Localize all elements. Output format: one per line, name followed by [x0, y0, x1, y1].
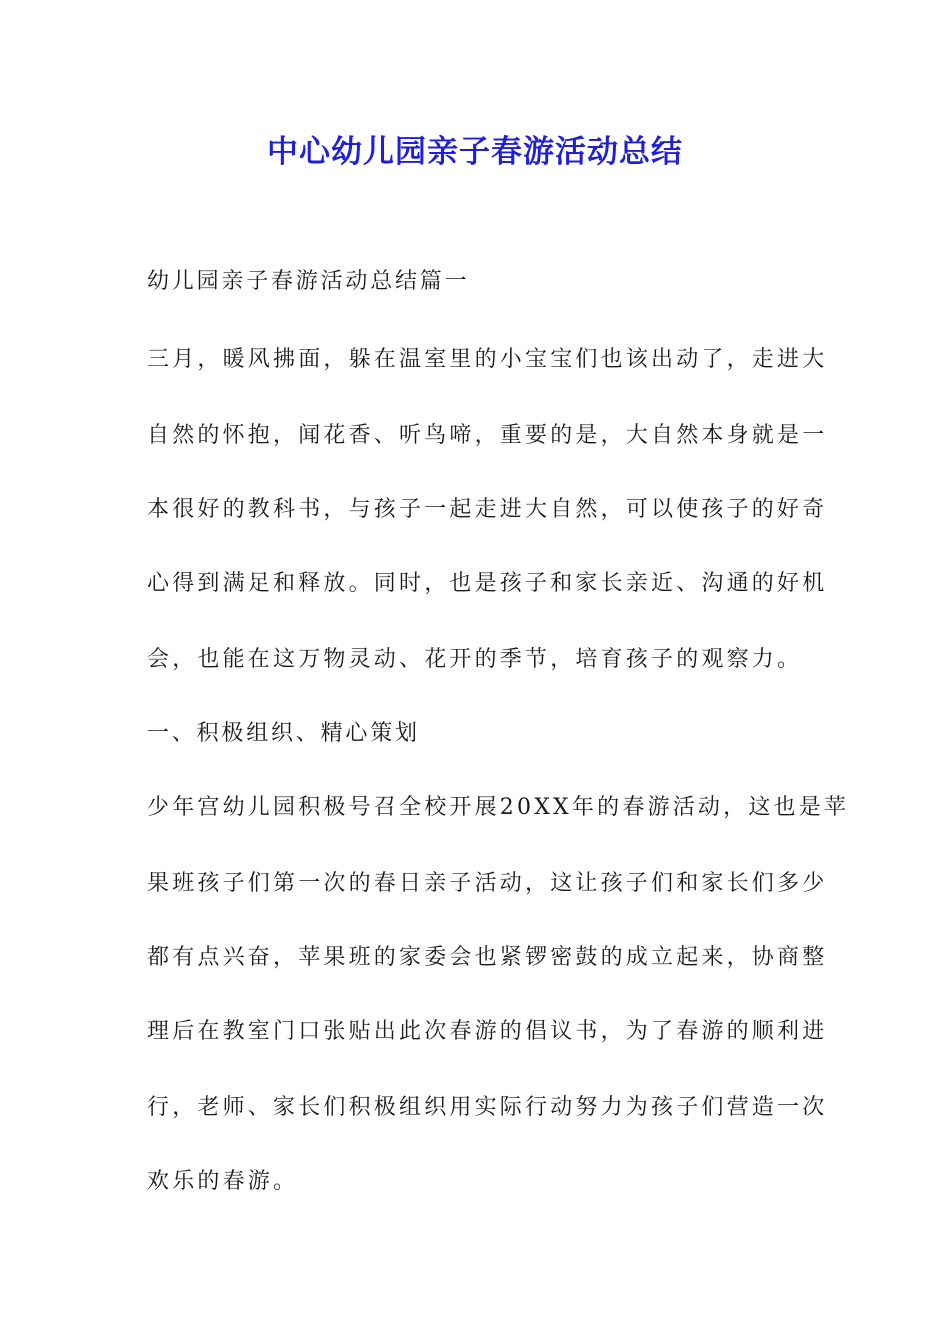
paragraph-line: 三月，暖风拂面，躲在温室里的小宝宝们也该出动了，走进大	[147, 347, 828, 372]
paragraph-line: 都有点兴奋，苹果班的家委会也紧锣密鼓的成立起来，协商整	[147, 945, 828, 970]
paragraph-line: 少年宫幼儿园积极号召全校开展20XX年的春游活动，这也是苹	[147, 795, 850, 820]
paragraph-line: 心得到满足和释放。同时，也是孩子和家长亲近、沟通的好机	[147, 571, 828, 596]
section-heading: 幼儿园亲子春游活动总结篇一	[147, 269, 470, 294]
subheading: 一、积极组织、精心策划	[147, 721, 420, 746]
paragraph-line: 理后在教室门口张贴出此次春游的倡议书，为了春游的顺利进	[147, 1019, 828, 1044]
paragraph-line: 行，老师、家长们积极组织用实际行动努力为孩子们营造一次	[147, 1095, 828, 1120]
paragraph-line: 果班孩子们第一次的春日亲子活动，这让孩子们和家长们多少	[147, 871, 828, 896]
document-title: 中心幼儿园亲子春游活动总结	[267, 134, 683, 170]
paragraph-line: 欢乐的春游。	[147, 1169, 299, 1194]
paragraph-line: 本很好的教科书，与孩子一起走进大自然，可以使孩子的好奇	[147, 497, 828, 522]
paragraph-line: 自然的怀抱，闻花香、听鸟啼，重要的是，大自然本身就是一	[147, 423, 828, 448]
paragraph-line: 会，也能在这万物灵动、花开的季节，培育孩子的观察力。	[147, 647, 803, 672]
